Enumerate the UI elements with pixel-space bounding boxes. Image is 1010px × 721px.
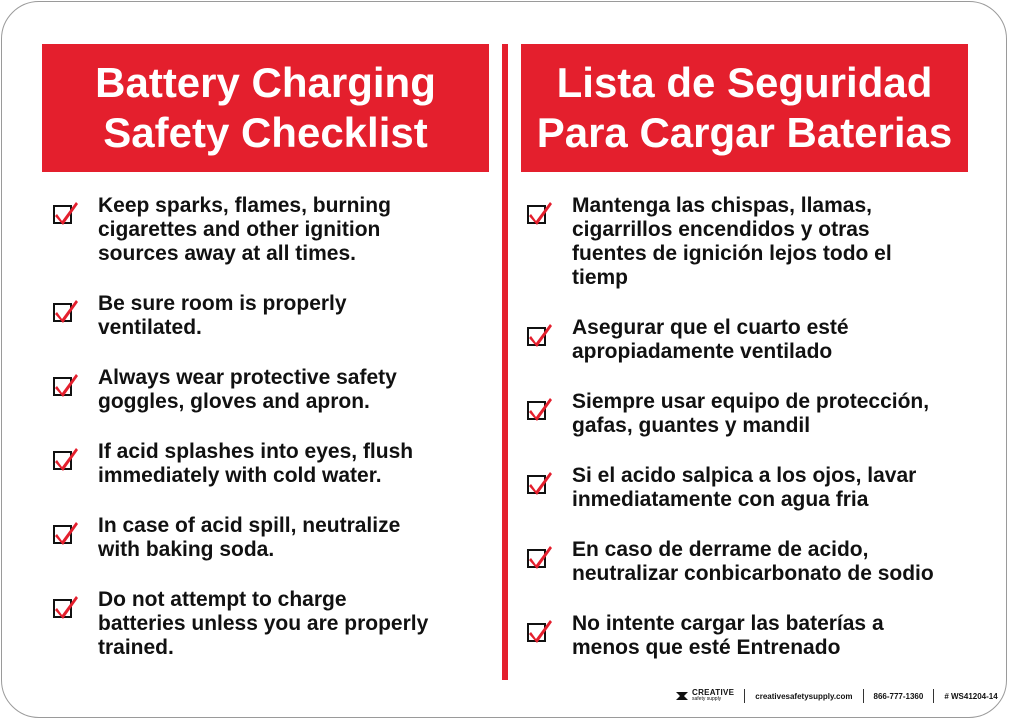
checkbox-check-icon [526, 200, 558, 226]
english-checklist-item-text: cigarettes and other ignition [98, 218, 381, 241]
center-divider [502, 44, 508, 680]
english-checklist-item [52, 366, 472, 414]
footer-separator [933, 689, 934, 703]
english-checklist-item-text: Do not attempt to charge [98, 588, 347, 611]
english-checklist-item [52, 440, 472, 488]
english-checklist-item [52, 194, 472, 266]
spanish-checklist-item-text: Mantenga las chispas, llamas, [572, 194, 872, 217]
brand-sub: safety supply [692, 696, 722, 702]
checkbox-check-icon [52, 520, 84, 546]
checkbox-check-icon [52, 594, 84, 620]
checkbox-check-icon [52, 372, 84, 398]
spanish-title-banner [521, 44, 968, 172]
footer-separator [863, 689, 864, 703]
english-checklist-item-text: with baking soda. [98, 538, 275, 561]
checkbox-check-icon [526, 322, 558, 348]
checkbox-check-icon [526, 544, 558, 570]
english-title-line-2: Safety Checklist [103, 109, 428, 156]
spanish-checklist-item-text: No intente cargar las baterías a [572, 612, 884, 635]
spanish-checklist-item-text: En caso de derrame de acido, [572, 538, 869, 561]
spanish-checklist-item-text: tiemp [572, 266, 629, 289]
english-checklist-item [52, 588, 472, 660]
spanish-checklist-item-text: Si el acido salpica a los ojos, lavar [572, 464, 917, 487]
spanish-checklist-item [526, 194, 966, 290]
spanish-checklist-item [526, 612, 966, 660]
checkbox-check-icon [52, 298, 84, 324]
spanish-checklist-item-text: cigarrillos encendidos y otras [572, 218, 870, 241]
spanish-checklist-item [526, 390, 966, 438]
spanish-checklist-item-text: gafas, guantes y mandil [572, 414, 811, 437]
english-checklist-item-text: Be sure room is properly [98, 292, 347, 315]
footer-separator [744, 689, 745, 703]
spanish-checklist-item-text: neutralizar conbicarbonato de sodio [572, 562, 934, 585]
checkbox-check-icon [526, 618, 558, 644]
spanish-title-line-2: Para Cargar Baterias [536, 109, 953, 156]
english-checklist-item [52, 514, 472, 562]
english-title-line-1: Battery Charging [95, 59, 436, 106]
brand-logo [675, 689, 734, 703]
english-checklist-item-text: immediately with cold water. [98, 464, 382, 487]
spanish-checklist [526, 194, 966, 660]
spanish-checklist-item [526, 316, 966, 364]
english-checklist-item-text: trained. [98, 636, 174, 659]
english-checklist-item-text: ventilated. [98, 316, 202, 339]
spanish-checklist-item-text: inmediatamente con agua fria [572, 488, 869, 511]
english-checklist-item-text: Keep sparks, flames, burning [98, 194, 391, 217]
english-title-banner [42, 44, 489, 172]
checkbox-check-icon [52, 446, 84, 472]
footer-sku: # WS41204-14 [944, 691, 998, 701]
spanish-checklist-item-text: Siempre usar equipo de protección, [572, 390, 930, 413]
footer [675, 688, 998, 704]
brand-name: CREATIVE [692, 688, 735, 697]
spanish-checklist-item-text: menos que esté Entrenado [572, 636, 841, 659]
checkbox-check-icon [52, 200, 84, 226]
spanish-checklist-item [526, 538, 966, 586]
spanish-checklist-item-text: fuentes de ignición lejos todo el [572, 242, 892, 265]
footer-website: creativesafetysupply.com [755, 691, 853, 701]
english-checklist-item-text: If acid splashes into eyes, flush [98, 440, 414, 463]
english-checklist-item [52, 292, 472, 340]
english-checklist [52, 194, 472, 660]
checkbox-check-icon [526, 470, 558, 496]
spanish-checklist-item-text: Asegurar que el cuarto esté [572, 316, 849, 339]
english-checklist-item-text: Always wear protective safety [98, 366, 397, 389]
spanish-checklist-item [526, 464, 966, 512]
checkbox-check-icon [526, 396, 558, 422]
spanish-title-line-1: Lista de Seguridad [556, 59, 933, 106]
english-checklist-item-text: In case of acid spill, neutralize [98, 514, 401, 537]
brand-logo-icon [675, 690, 689, 702]
spanish-checklist-item-text: apropiadamente ventilado [572, 340, 833, 363]
english-checklist-item-text: sources away at all times. [98, 242, 356, 265]
english-checklist-item-text: goggles, gloves and apron. [98, 390, 370, 413]
footer-phone: 866-777-1360 [873, 691, 924, 701]
english-checklist-item-text: batteries unless you are properly [98, 612, 429, 635]
